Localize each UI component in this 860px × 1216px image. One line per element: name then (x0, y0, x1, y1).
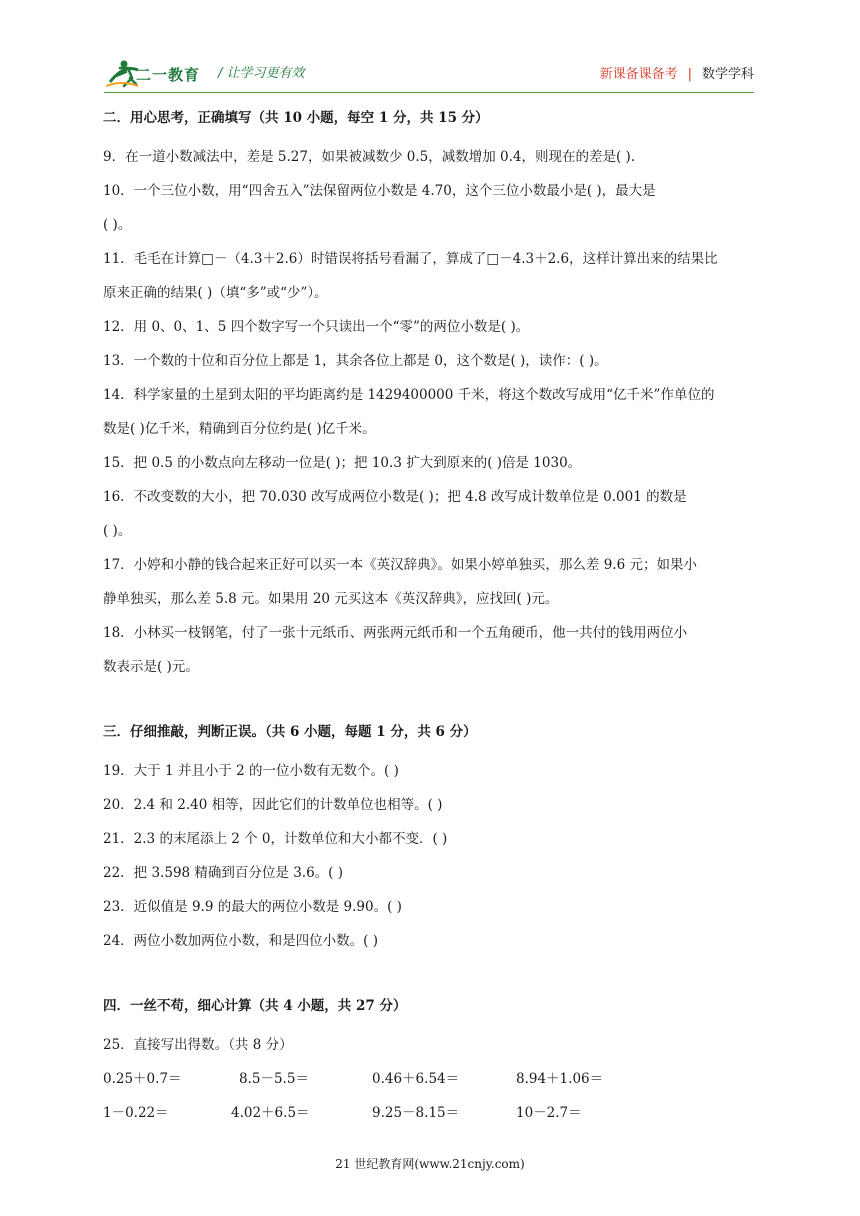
calc-item: 8.5－5.5＝ (239, 1071, 309, 1087)
exam-content (103, 108, 760, 1130)
question-line: 12．用 0、0、1、5 四个数字写一个只读出一个“零”的两位小数是( )。 (103, 319, 530, 335)
question-line: ( )。 (103, 523, 132, 539)
calc-item: 9.25－8.15＝ (372, 1105, 460, 1121)
question-line: ( )。 (103, 217, 132, 233)
calc-item: 1－0.22＝ (103, 1105, 169, 1121)
section-4-title: 四．一丝不苟，细心计算（共 4 小题，共 27 分） (103, 998, 407, 1014)
subject-label: 数学学科 (701, 67, 754, 82)
logo-text: 二一教育 (136, 66, 201, 84)
question-line: 17．小婷和小静的钱合起来正好可以买一本《英汉辞典》。如果小婷单独买，那么差 9.6 元；如果小 (103, 557, 697, 573)
question-line: 23．近似值是 9.9 的最大的两位小数是 9.90。( ) (103, 899, 402, 915)
header-separator: | (687, 67, 692, 82)
slogan: / 让学习更有效 (218, 66, 305, 81)
question-line: 10．一个三位小数，用“四舍五入”法保留两位小数是 4.70，这个三位小数最小是( )，最大是 (103, 183, 656, 199)
section-spacer (103, 958, 760, 996)
question-line: 16．不改变数的大小，把 70.030 改写成两位小数是( )；把 4.8 改写成计数单位是 0.001 的数是 (103, 489, 687, 505)
calc-row-1 (103, 1062, 760, 1096)
course-label: 新课备课备考 (599, 67, 678, 82)
question-line: 20．2.4 和 2.40 相等，因此它们的计数单位也相等。( ) (103, 797, 443, 813)
question-line: 11．毛毛在计算□－（4.3＋2.6）时错误将括号看漏了，算成了□－4.3＋2.6，这样计算出来的结果比 (103, 251, 718, 267)
question-line: 19．大于 1 并且小于 2 的一位小数有无数个。( ) (103, 763, 399, 779)
calc-item: 4.02＋6.5＝ (231, 1105, 310, 1121)
question-line: 14．科学家量的土星到太阳的平均距离约是 1429400000 千米，将这个数改写成用“亿千米”作单位的 (103, 387, 715, 403)
header-right (600, 63, 754, 82)
question-line: 数表示是( )元。 (103, 659, 199, 675)
section-spacer (103, 684, 760, 722)
question-line: 9．在一道小数减法中，差是 5.27，如果被减数少 0.5，减数增加 0.4，则现在的差是( ). (103, 149, 636, 165)
calc-item: 0.25＋0.7＝ (103, 1071, 182, 1087)
question-line: 24．两位小数加两位小数，和是四位小数。( ) (103, 933, 379, 949)
calc-item: 0.46＋6.54＝ (372, 1071, 460, 1087)
header-rule (104, 92, 754, 93)
question-line: 13．一个数的十位和百分位上都是 1，其余各位上都是 0，这个数是( )，读作：( )。 (103, 353, 608, 369)
section-2-title: 二．用心思考，正确填写（共 10 小题，每空 1 分，共 15 分） (103, 110, 489, 126)
question-line: 21．2.3 的末尾添上 2 个 0，计数单位和大小都不变．( ) (103, 831, 448, 847)
question-line: 25．直接写出得数。（共 8 分） (103, 1037, 293, 1053)
calc-item: 8.94＋1.06＝ (516, 1071, 604, 1087)
calc-item: 10－2.7＝ (516, 1105, 582, 1121)
question-line: 22．把 3.598 精确到百分位是 3.6。( ) (103, 865, 343, 881)
question-line: 15．把 0.5 的小数点向左移动一位是( )；把 10.3 扩大到原来的( )倍是 1030。 (103, 455, 582, 471)
page-header (0, 0, 860, 96)
question-line: 原来正确的结果( )（填“多”或“少”）。 (103, 285, 328, 301)
calc-row-2 (103, 1096, 760, 1130)
question-line: 静单独买，那么差 5.8 元。如果用 20 元买这本《英汉辞典》，应找回( )元。 (103, 591, 559, 607)
question-line: 数是( )亿千米，精确到百分位约是( )亿千米。 (103, 421, 376, 437)
page-footer: 21 世纪教育网(www.21cnjy.com) (335, 1157, 525, 1171)
question-line: 18．小林买一枝钢笔，付了一张十元纸币、两张两元纸币和一个五角硬币，他一共付的钱用两位小 (103, 625, 688, 641)
section-3-title: 三．仔细推敲，判断正误。（共 6 小题，每题 1 分，共 6 分） (103, 724, 477, 740)
